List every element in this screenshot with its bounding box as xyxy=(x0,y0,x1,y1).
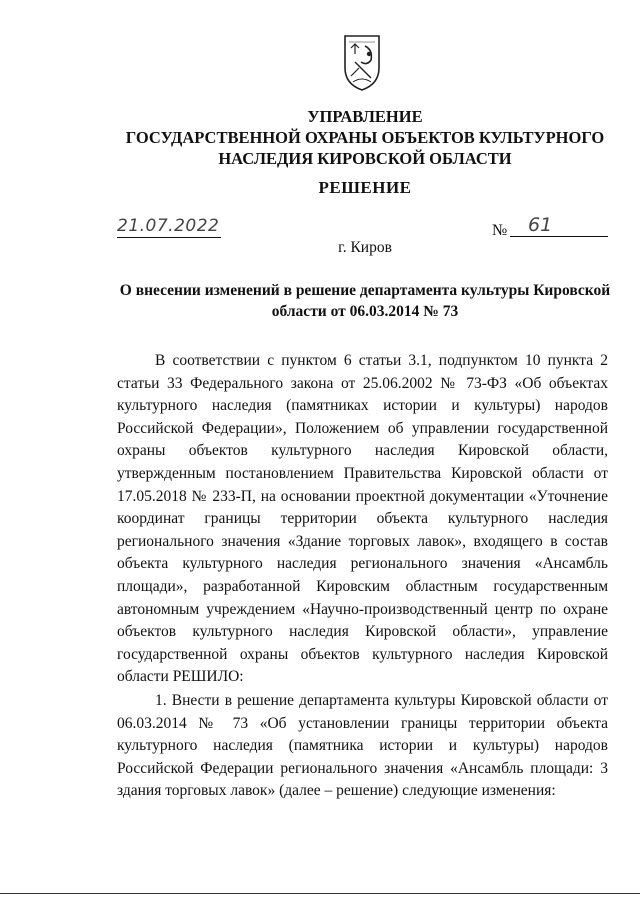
body-paragraph: В соответствии с пунктом 6 статьи 3.1, подпунктом 10 пункта 2 статьи 33 Федерального закона от 25.06.2002 № 73-ФЗ «Об объектах культурного наследия (памятниках истории и культуры) народов Российской Федерации», Положением об управлении государственной охраны объектов культурного наследия Кировской области, утвержденным постановлением Правительства Кировской области от 17.05.2018 № 233-П, на основании проектной документации «Уточнение координат границы территории объекта культурного наследия регионального значения «Здание торговых лавок», входящего в состав объекта культурного наследия регионального значения «Ансамбль площади», разработанной Кировским областным государственным автономным учреждением «Научно-производственный центр по охране объектов культурного наследия Кировской области», управление государственной охраны объектов культурного наследия Кировской области РЕШИЛО: xyxy=(117,352,608,686)
org-line: НАСЛЕДИЯ КИРОВСКОЙ ОБЛАСТИ xyxy=(218,149,512,168)
subject-line: области от 06.03.2014 № 73 xyxy=(271,303,459,320)
page-bottom-divider xyxy=(0,893,640,894)
org-line: ГОСУДАРСТВЕННОЙ ОХРАНЫ ОБЪЕКТОВ КУЛЬТУРНОГО xyxy=(125,128,605,147)
coat-of-arms-emblem xyxy=(337,32,387,92)
document-type-title: РЕШЕНИЕ xyxy=(318,178,412,197)
city: г. Киров xyxy=(338,239,392,256)
document-subject xyxy=(110,280,620,322)
org-line: УПРАВЛЕНИЕ xyxy=(307,107,423,126)
organization-header xyxy=(100,106,630,169)
body-paragraph: 1. Внести в решение департамента культуры Кировской области от 06.03.2014 № 73 «Об установлении границы территории объекта культурного наследия (памятника истории и культуры) народов Российской Федерации регионального значения «Ансамбль площади: 3 здания торговых лавок» (далее – решение) следующие изменения: xyxy=(117,691,608,800)
document-number: 61 xyxy=(510,214,608,237)
document-body xyxy=(117,350,608,804)
document-date: 21.07.2022 xyxy=(117,216,220,236)
number-label: № xyxy=(492,222,508,239)
subject-line: О внесении изменений в решение департамента культуры Кировской xyxy=(119,282,611,299)
